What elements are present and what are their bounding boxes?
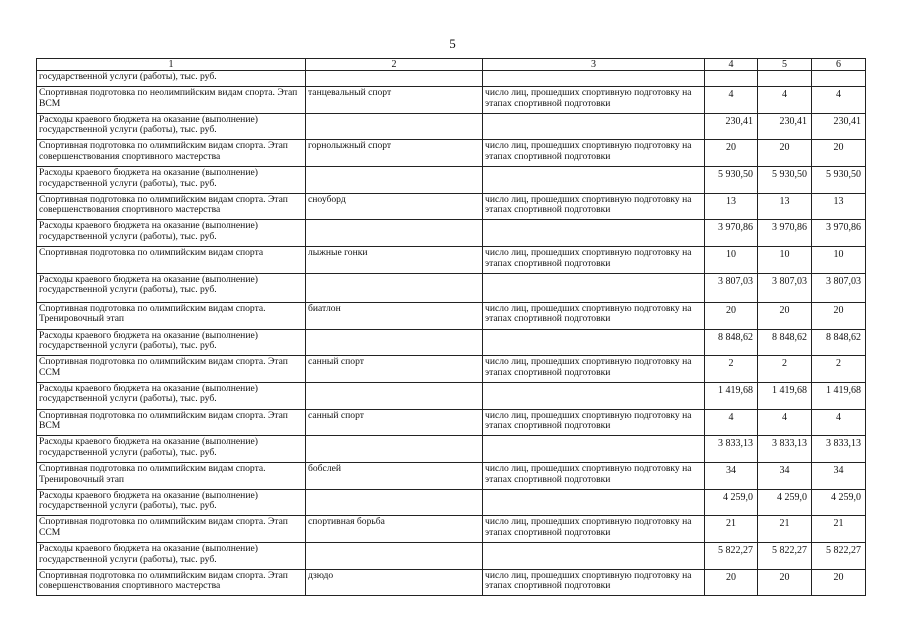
sport-cell: спортивная борьба — [306, 516, 483, 543]
sport-cell — [306, 543, 483, 570]
sport-cell: лыжные гонки — [306, 247, 483, 274]
value-year-2-cell: 4 259,0 — [758, 489, 812, 516]
value-year-2-cell: 230,41 — [758, 113, 812, 140]
indicator-cell — [483, 382, 705, 409]
value-year-3-cell: 20 — [812, 140, 866, 167]
service-name-cell: Спортивная подготовка по олимпийским видам спорта. Тренировочный этап — [37, 462, 306, 489]
indicator-cell — [483, 113, 705, 140]
table-row — [37, 462, 866, 489]
sport-cell: танцевальный спорт — [306, 87, 483, 114]
value-year-1-cell: 4 — [705, 409, 758, 436]
table-row — [37, 71, 866, 87]
value-year-1-cell: 34 — [705, 462, 758, 489]
indicator-cell: число лиц, прошедших спортивную подготовку на этапах спортивной подготовки — [483, 516, 705, 543]
sport-cell: биатлон — [306, 302, 483, 329]
table-row — [37, 87, 866, 114]
column-header: 2 — [306, 59, 483, 71]
value-year-2-cell — [758, 71, 812, 87]
indicator-cell — [483, 436, 705, 463]
table-body — [37, 71, 866, 596]
table-row — [37, 193, 866, 220]
service-name-cell: Расходы краевого бюджета на оказание (выполнение) государственной услуги (работы), тыс. руб. — [37, 489, 306, 516]
value-year-2-cell: 21 — [758, 516, 812, 543]
value-year-3-cell: 4 — [812, 409, 866, 436]
column-header: 4 — [705, 59, 758, 71]
indicator-cell: число лиц, прошедших спортивную подготовку на этапах спортивной подготовки — [483, 569, 705, 596]
indicator-cell: число лиц, прошедших спортивную подготовку на этапах спортивной подготовки — [483, 356, 705, 383]
services-table — [36, 58, 866, 596]
value-year-3-cell: 10 — [812, 247, 866, 274]
value-year-2-cell: 8 848,62 — [758, 329, 812, 356]
value-year-3-cell: 3 807,03 — [812, 273, 866, 302]
value-year-3-cell: 13 — [812, 193, 866, 220]
table-row — [37, 516, 866, 543]
sport-cell: бобслей — [306, 462, 483, 489]
table-row — [37, 140, 866, 167]
service-name-cell: государственной услуги (работы), тыс. руб. — [37, 71, 306, 87]
value-year-1-cell: 3 807,03 — [705, 273, 758, 302]
table-row — [37, 302, 866, 329]
table-row — [37, 247, 866, 274]
value-year-1-cell: 5 930,50 — [705, 167, 758, 194]
table-row — [37, 436, 866, 463]
service-name-cell: Спортивная подготовка по олимпийским видам спорта. Этап совершенствования спортивного мастерства — [37, 193, 306, 220]
service-name-cell: Расходы краевого бюджета на оказание (выполнение) государственной услуги (работы), тыс. руб. — [37, 113, 306, 140]
value-year-1-cell — [705, 71, 758, 87]
value-year-1-cell: 4 — [705, 87, 758, 114]
service-name-cell: Расходы краевого бюджета на оказание (выполнение) государственной услуги (работы), тыс. руб. — [37, 167, 306, 194]
value-year-3-cell: 4 — [812, 87, 866, 114]
value-year-2-cell: 4 — [758, 409, 812, 436]
value-year-2-cell: 20 — [758, 302, 812, 329]
value-year-2-cell: 3 833,13 — [758, 436, 812, 463]
sport-cell — [306, 382, 483, 409]
table-row — [37, 489, 866, 516]
table-row — [37, 113, 866, 140]
service-name-cell: Спортивная подготовка по олимпийским видам спорта. Этап ССМ — [37, 356, 306, 383]
value-year-1-cell: 230,41 — [705, 113, 758, 140]
table-row — [37, 329, 866, 356]
value-year-2-cell: 3 807,03 — [758, 273, 812, 302]
indicator-cell — [483, 489, 705, 516]
sport-cell: сноуборд — [306, 193, 483, 220]
value-year-1-cell: 20 — [705, 569, 758, 596]
indicator-cell — [483, 71, 705, 87]
indicator-cell: число лиц, прошедших спортивную подготовку на этапах спортивной подготовки — [483, 193, 705, 220]
sport-cell — [306, 220, 483, 247]
value-year-1-cell: 8 848,62 — [705, 329, 758, 356]
table-row — [37, 382, 866, 409]
value-year-3-cell — [812, 71, 866, 87]
sport-cell — [306, 329, 483, 356]
indicator-cell: число лиц, прошедших спортивную подготовку на этапах спортивной подготовки — [483, 409, 705, 436]
value-year-2-cell: 34 — [758, 462, 812, 489]
table-row — [37, 167, 866, 194]
value-year-3-cell: 1 419,68 — [812, 382, 866, 409]
value-year-2-cell: 3 970,86 — [758, 220, 812, 247]
value-year-3-cell: 3 833,13 — [812, 436, 866, 463]
column-header: 3 — [483, 59, 705, 71]
value-year-1-cell: 20 — [705, 140, 758, 167]
table-row — [37, 543, 866, 570]
table-row — [37, 220, 866, 247]
value-year-2-cell: 20 — [758, 569, 812, 596]
sport-cell: санный спорт — [306, 409, 483, 436]
value-year-3-cell: 20 — [812, 302, 866, 329]
value-year-3-cell: 3 970,86 — [812, 220, 866, 247]
indicator-cell: число лиц, прошедших спортивную подготовку на этапах спортивной подготовки — [483, 87, 705, 114]
value-year-1-cell: 2 — [705, 356, 758, 383]
service-name-cell: Спортивная подготовка по олимпийским видам спорта. Этап совершенствования спортивного мастерства — [37, 140, 306, 167]
value-year-3-cell: 21 — [812, 516, 866, 543]
table-row — [37, 273, 866, 302]
value-year-1-cell: 1 419,68 — [705, 382, 758, 409]
indicator-cell — [483, 329, 705, 356]
value-year-2-cell: 20 — [758, 140, 812, 167]
value-year-2-cell: 13 — [758, 193, 812, 220]
value-year-3-cell: 8 848,62 — [812, 329, 866, 356]
sport-cell — [306, 113, 483, 140]
indicator-cell — [483, 220, 705, 247]
service-name-cell: Расходы краевого бюджета на оказание (выполнение) государственной услуги (работы), тыс. руб. — [37, 382, 306, 409]
value-year-1-cell: 20 — [705, 302, 758, 329]
value-year-3-cell: 5 930,50 — [812, 167, 866, 194]
sport-cell — [306, 436, 483, 463]
value-year-3-cell: 2 — [812, 356, 866, 383]
service-name-cell: Расходы краевого бюджета на оказание (выполнение) государственной услуги (работы), тыс. руб. — [37, 273, 306, 302]
indicator-cell: число лиц, прошедших спортивную подготовку на этапах спортивной подготовки — [483, 462, 705, 489]
value-year-3-cell: 34 — [812, 462, 866, 489]
sport-cell — [306, 167, 483, 194]
table-row — [37, 569, 866, 596]
sport-cell — [306, 489, 483, 516]
table-row — [37, 409, 866, 436]
service-name-cell: Спортивная подготовка по олимпийским видам спорта. Тренировочный этап — [37, 302, 306, 329]
value-year-2-cell: 1 419,68 — [758, 382, 812, 409]
indicator-cell — [483, 543, 705, 570]
header-row — [37, 59, 866, 71]
column-header: 6 — [812, 59, 866, 71]
value-year-3-cell: 20 — [812, 569, 866, 596]
value-year-1-cell: 13 — [705, 193, 758, 220]
service-name-cell: Расходы краевого бюджета на оказание (выполнение) государственной услуги (работы), тыс. руб. — [37, 329, 306, 356]
page-number: 5 — [449, 36, 456, 51]
value-year-1-cell: 3 970,86 — [705, 220, 758, 247]
indicator-cell: число лиц, прошедших спортивную подготовку на этапах спортивной подготовки — [483, 302, 705, 329]
sport-cell: санный спорт — [306, 356, 483, 383]
sport-cell: горнолыжный спорт — [306, 140, 483, 167]
value-year-1-cell: 21 — [705, 516, 758, 543]
service-name-cell: Спортивная подготовка по олимпийским видам спорта. Этап ССМ — [37, 516, 306, 543]
value-year-1-cell: 5 822,27 — [705, 543, 758, 570]
value-year-2-cell: 4 — [758, 87, 812, 114]
value-year-2-cell: 2 — [758, 356, 812, 383]
service-name-cell: Спортивная подготовка по олимпийским видам спорта. Этап ВСМ — [37, 409, 306, 436]
value-year-3-cell: 230,41 — [812, 113, 866, 140]
sport-cell — [306, 71, 483, 87]
indicator-cell — [483, 273, 705, 302]
value-year-2-cell: 5 930,50 — [758, 167, 812, 194]
value-year-3-cell: 5 822,27 — [812, 543, 866, 570]
column-header: 1 — [37, 59, 306, 71]
indicator-cell: число лиц, прошедших спортивную подготовку на этапах спортивной подготовки — [483, 140, 705, 167]
service-name-cell: Спортивная подготовка по неолимпийским видам спорта. Этап ВСМ — [37, 87, 306, 114]
service-name-cell: Спортивная подготовка по олимпийским видам спорта. Этап совершенствования спортивного мастерства — [37, 569, 306, 596]
value-year-2-cell: 5 822,27 — [758, 543, 812, 570]
service-name-cell: Расходы краевого бюджета на оказание (выполнение) государственной услуги (работы), тыс. руб. — [37, 220, 306, 247]
value-year-1-cell: 3 833,13 — [705, 436, 758, 463]
column-header: 5 — [758, 59, 812, 71]
service-name-cell: Расходы краевого бюджета на оказание (выполнение) государственной услуги (работы), тыс. руб. — [37, 436, 306, 463]
indicator-cell — [483, 167, 705, 194]
sport-cell: дзюдо — [306, 569, 483, 596]
value-year-1-cell: 4 259,0 — [705, 489, 758, 516]
value-year-2-cell: 10 — [758, 247, 812, 274]
sport-cell — [306, 273, 483, 302]
service-name-cell: Расходы краевого бюджета на оказание (выполнение) государственной услуги (работы), тыс. руб. — [37, 543, 306, 570]
value-year-1-cell: 10 — [705, 247, 758, 274]
table-row — [37, 356, 866, 383]
value-year-3-cell: 4 259,0 — [812, 489, 866, 516]
indicator-cell: число лиц, прошедших спортивную подготовку на этапах спортивной подготовки — [483, 247, 705, 274]
service-name-cell: Спортивная подготовка по олимпийским видам спорта — [37, 247, 306, 274]
